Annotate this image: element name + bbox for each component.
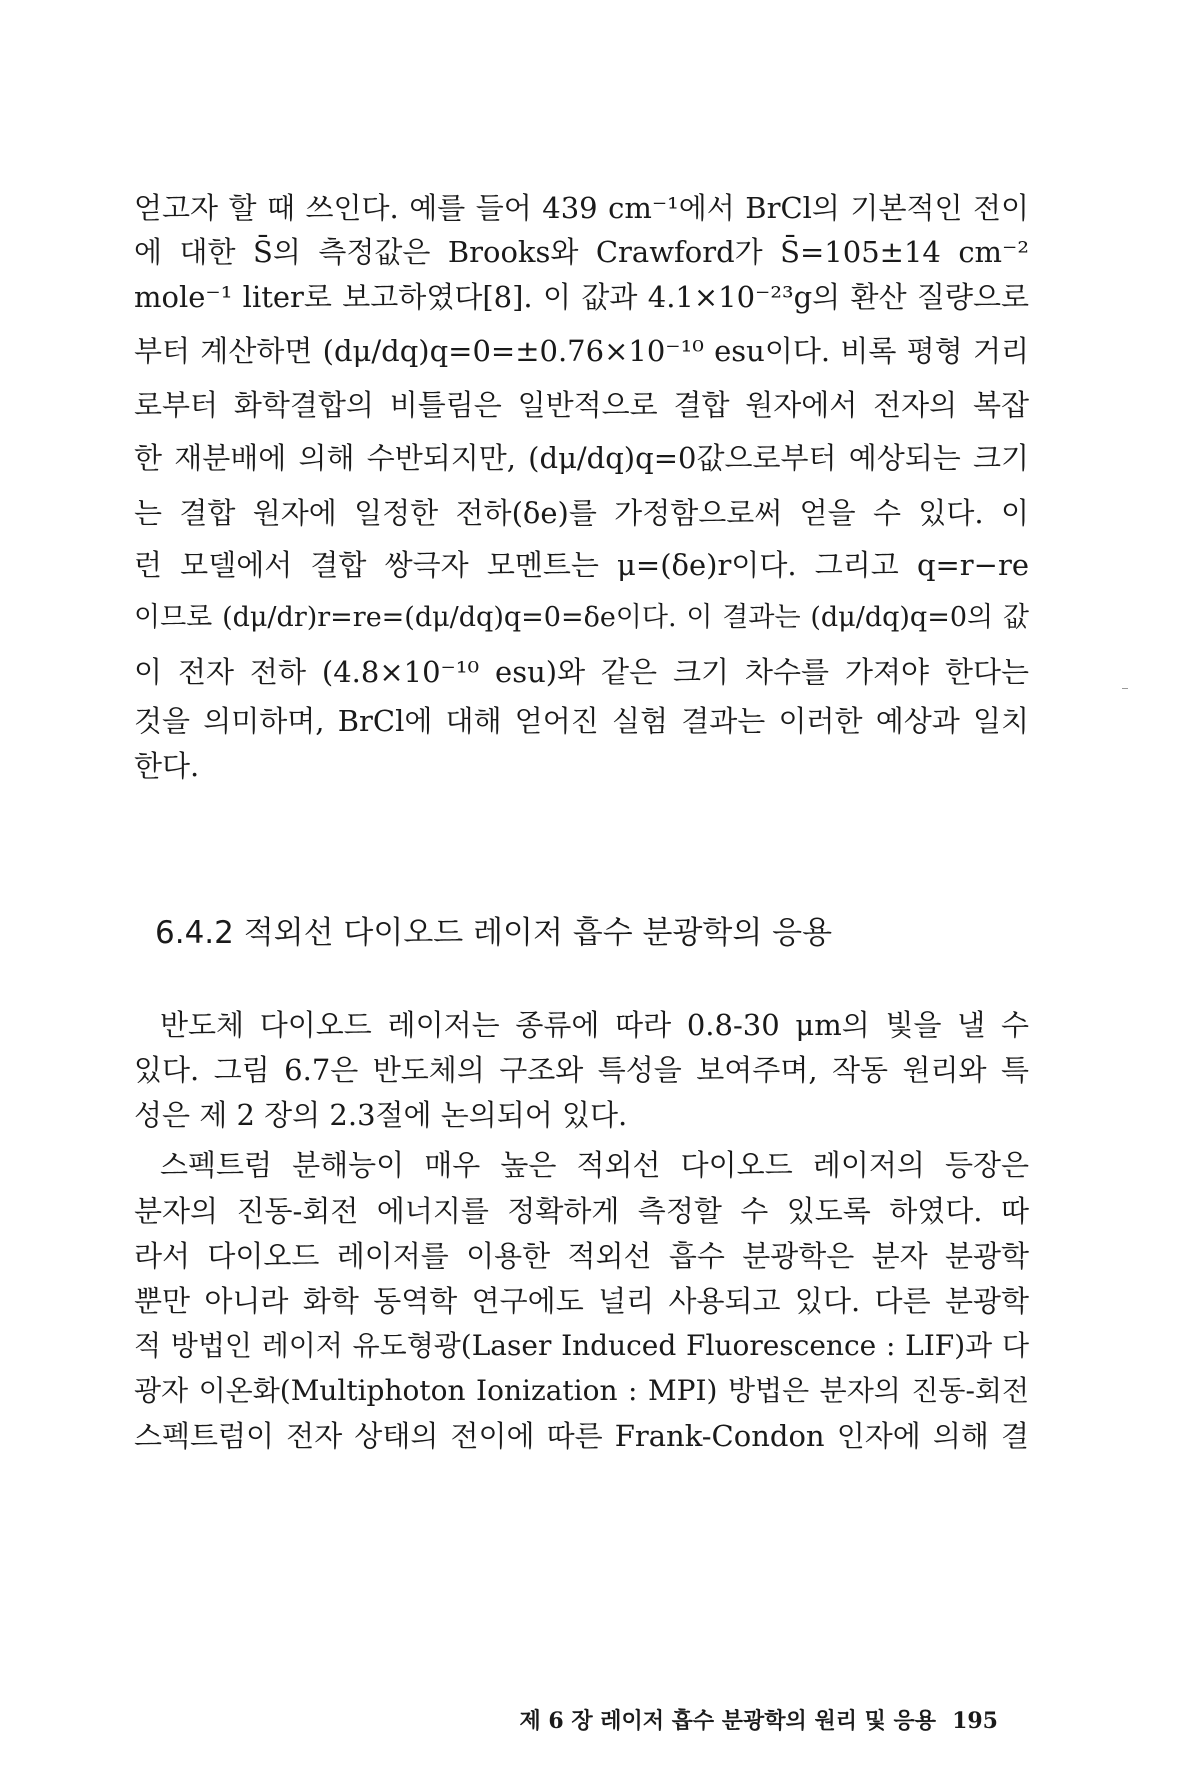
text-line: 이므로 (dμ/dr)r=re=(dμ/dq)q=0=δe이다. 이 결과는 (dμ/dq)q=0의 값 bbox=[134, 602, 1029, 633]
running-chapter-title: 제 6 장 레이저 흡수 분광학의 원리 및 응용 bbox=[519, 1708, 937, 1734]
text-line: 에 대한 S̄의 측정값은 Brooks와 Crawford가 S̄=105±14 cm⁻² bbox=[134, 235, 1029, 269]
text-line: 얻고자 할 때 쓰인다. 예를 들어 439 cm⁻¹에서 BrCl의 기본적인 전이 bbox=[134, 191, 1029, 225]
text-line: 광자 이온화(Multiphoton Ionization : MPI) 방법은 분자의 진동-회전 bbox=[134, 1374, 1029, 1407]
text-line: mole⁻¹ liter로 보고하였다[8]. 이 값과 4.1×10⁻²³g의 환산 질량으로 bbox=[134, 280, 1029, 314]
text-line: 런 모델에서 결합 쌍극자 모멘트는 μ=(δe)r이다. 그리고 q=r−re bbox=[134, 548, 1029, 582]
text-line: 부터 계산하면 (dμ/dq)q=0=±0.76×10⁻¹⁰ esu이다. 비록 평형 거리 bbox=[134, 334, 1029, 368]
text-line: 라서 다이오드 레이저를 이용한 적외선 흡수 분광학은 분자 분광학 bbox=[134, 1239, 1029, 1273]
text-line: 분자의 진동-회전 에너지를 정확하게 측정할 수 있도록 하였다. 따 bbox=[134, 1194, 1029, 1228]
text-line: 는 결합 원자에 일정한 전하(δe)를 가정함으로써 얻을 수 있다. 이 bbox=[134, 496, 1029, 530]
text-line: 반도체 다이오드 레이저는 종류에 따라 0.8-30 μm의 빛을 낼 수 bbox=[160, 1008, 1029, 1042]
text-line: 한 재분배에 의해 수반되지만, (dμ/dq)q=0값으로부터 예상되는 크기 bbox=[134, 441, 1029, 475]
text-line: 스펙트럼이 전자 상태의 전이에 따른 Frank-Condon 인자에 의해 결 bbox=[134, 1419, 1029, 1453]
text-line: 로부터 화학결합의 비틀림은 일반적으로 결합 원자에서 전자의 복잡 bbox=[134, 388, 1029, 422]
section-heading: 6.4.2 적외선 다이오드 레이저 흡수 분광학의 응용 bbox=[155, 915, 833, 951]
text-line: 있다. 그림 6.7은 반도체의 구조와 특성을 보여주며, 작동 원리와 특 bbox=[134, 1053, 1029, 1087]
text-line: 뿐만 아니라 화학 동역학 연구에도 널리 사용되고 있다. 다른 분광학 bbox=[134, 1284, 1029, 1318]
text-line: 성은 제 2 장의 2.3절에 논의되어 있다. bbox=[134, 1098, 628, 1132]
text-line: 한다. bbox=[134, 749, 200, 783]
text-line: 적 방법인 레이저 유도형광(Laser Induced Fluorescence : LIF)과 다 bbox=[134, 1329, 1029, 1362]
text-line: 것을 의미하며, BrCl에 대해 얻어진 실험 결과는 이러한 예상과 일치 bbox=[134, 704, 1029, 738]
margin-mark bbox=[1122, 688, 1128, 689]
page-footer bbox=[519, 1706, 998, 1736]
text-line: 이 전자 전하 (4.8×10⁻¹⁰ esu)와 같은 크기 차수를 가져야 한다는 bbox=[134, 655, 1029, 689]
text-line: 스펙트럼 분해능이 매우 높은 적외선 다이오드 레이저의 등장은 bbox=[160, 1148, 1029, 1182]
page-number: 195 bbox=[952, 1708, 998, 1734]
